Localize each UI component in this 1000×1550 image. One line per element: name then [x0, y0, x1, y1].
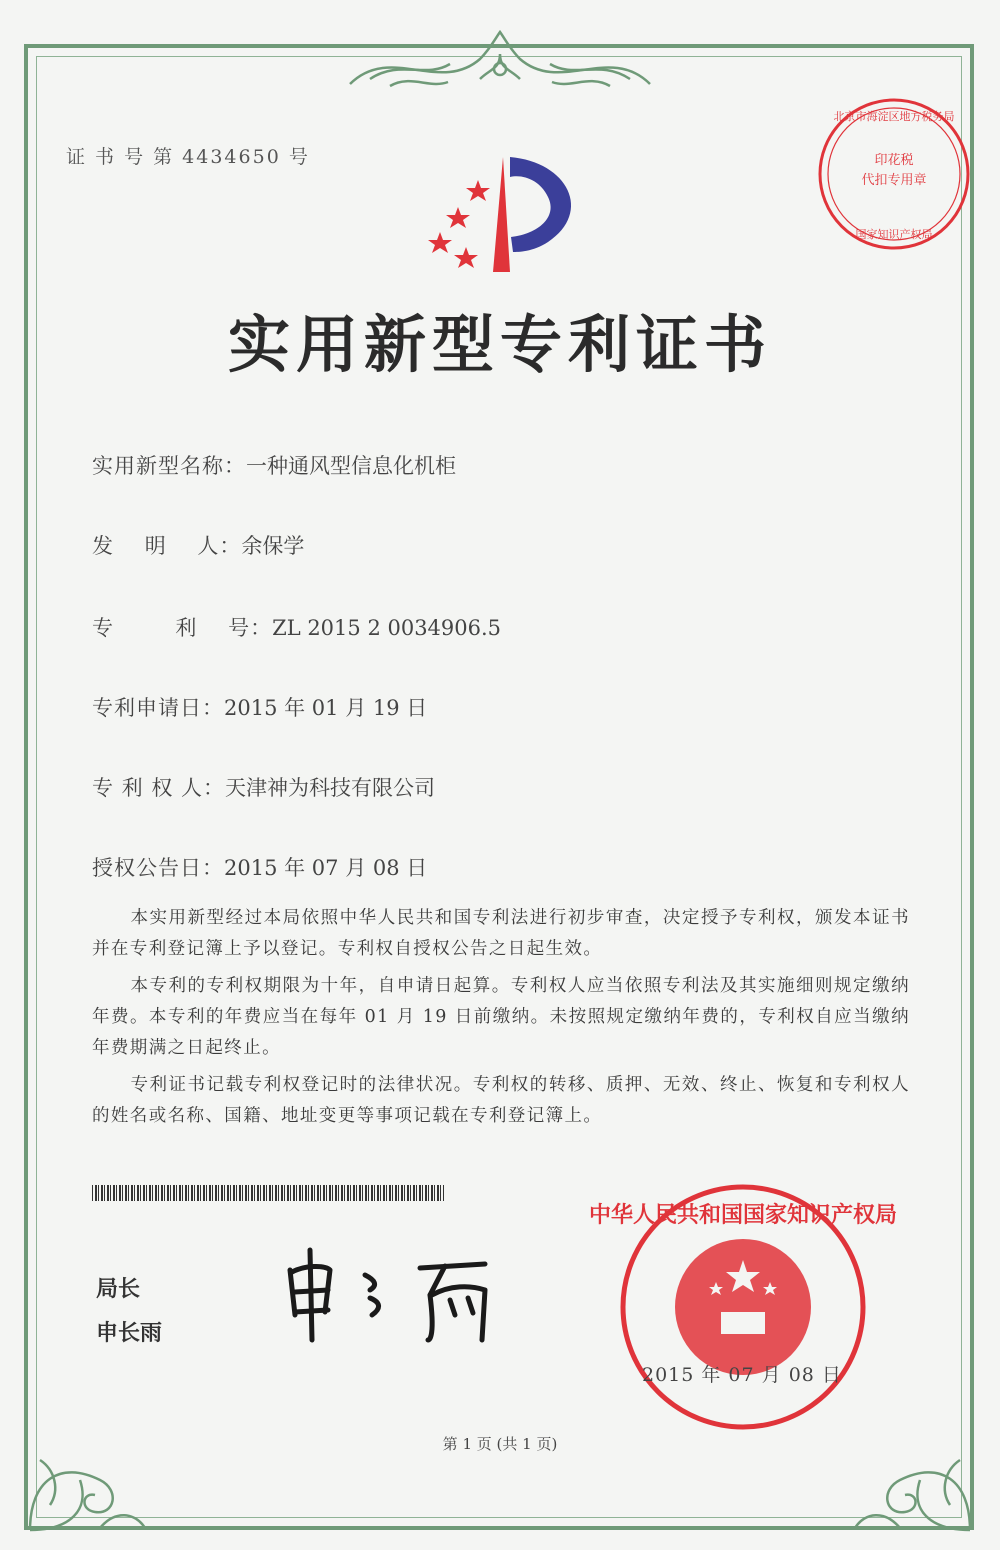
director-signature — [270, 1240, 520, 1350]
field-label: 专利申请日： — [92, 696, 224, 720]
field-label: 授权公告日： — [92, 856, 224, 880]
barcode — [92, 1185, 444, 1201]
body-paragraph: 本专利的专利权期限为十年，自申请日起算。专利权人应当依照专利法及其实施细则规定缴纳年费。本专利的年费应当在每年 01 月 19 日前缴纳。未按照规定缴纳年费的，专利权自应当缴纳年费期满之日起终止。 — [92, 976, 910, 1058]
svg-text:印花税: 印花税 — [874, 153, 914, 168]
certificate-number-label: 证 书 号 第 — [66, 146, 175, 168]
body-paragraph: 本实用新型经过本局依照中华人民共和国专利法进行初步审查，决定授予专利权，颁发本证书并在专利登记簿上予以登记。专利权自授权公告之日起生效。 — [92, 908, 910, 959]
field-value: 余保学 — [241, 534, 305, 558]
svg-text:中华人民共和国国家知识产权局: 中华人民共和国国家知识产权局 — [588, 1203, 898, 1228]
page-indicator: 第 1 页 (共 1 页) — [442, 1435, 558, 1453]
national-ipo-seal — [588, 1182, 898, 1432]
director-title: 局长 — [96, 1277, 141, 1302]
field-grant-date — [92, 852, 427, 882]
top-ornament — [330, 24, 670, 104]
field-value: 2015 年 07 月 08 日 — [224, 856, 428, 880]
certificate-body — [92, 903, 910, 1138]
svg-text:代扣专用章: 代扣专用章 — [861, 173, 927, 188]
body-paragraph: 专利证书记载专利权登记时的法律状况。专利权的转移、质押、无效、终止、恢复和专利权人的姓名或名称、国籍、地址变更等事项记载在专利登记簿上。 — [92, 1075, 910, 1126]
field-value: ZL 2015 2 0034906.5 — [272, 616, 502, 640]
field-patentee — [92, 772, 435, 802]
certificate-number-line — [66, 142, 310, 169]
field-value: 一种通风型信息化机柜 — [246, 454, 456, 478]
svg-text:北京市海淀区地方税务局: 北京市海淀区地方税务局 — [833, 110, 955, 123]
field-inventor — [92, 530, 304, 560]
field-value: 天津神为科技有限公司 — [225, 776, 436, 800]
field-label: 实用新型名称： — [92, 454, 246, 478]
field-application-date — [92, 692, 427, 722]
field-patent-number — [92, 612, 501, 642]
director-name: 申长雨 — [96, 1321, 163, 1346]
field-value: 2015 年 01 月 19 日 — [224, 696, 428, 720]
field-label: 发 明 人： — [92, 534, 242, 558]
tax-stamp-seal — [812, 92, 976, 256]
bottom-left-ornament — [20, 1400, 160, 1540]
patent-office-logo-icon — [418, 152, 588, 282]
certificate-number: 4434650 — [182, 146, 281, 168]
seal-date: 2015 年 07 月 08 日 — [642, 1364, 842, 1386]
certificate-number-suffix: 号 — [288, 146, 310, 168]
certificate-title: 实用新型专利证书 — [227, 308, 772, 381]
svg-text:国家知识产权局: 国家知识产权局 — [855, 228, 933, 241]
field-label: 专 利 权 人： — [92, 776, 226, 800]
field-label: 专 利 号： — [92, 616, 273, 640]
field-utility-model-name — [92, 450, 456, 480]
